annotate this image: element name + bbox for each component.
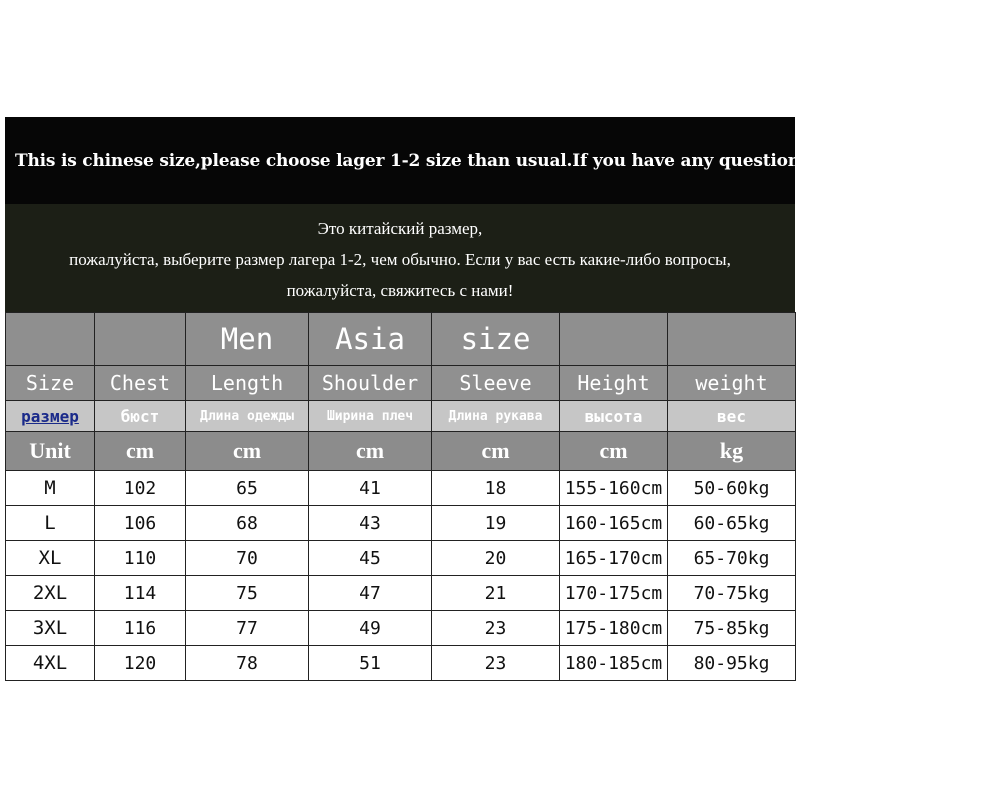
cell-size: 4XL [6,646,95,681]
header-ru-height: высота [560,401,668,432]
cell-chest: 110 [95,541,186,576]
cell-weight: 80-95kg [668,646,796,681]
table-row [6,611,796,646]
cell-height: 160-165cm [560,506,668,541]
cell-weight: 70-75kg [668,576,796,611]
cell-sleeve: 21 [432,576,560,611]
title-word-men: Men [186,313,309,366]
cell-chest: 116 [95,611,186,646]
table-title-row [6,313,796,366]
header-ru-size-text: размер [21,406,79,426]
header-ru-weight: вес [668,401,796,432]
russian-notice-line-3: пожалуйста, свяжитесь с нами! [286,281,514,300]
table-row [6,646,796,681]
title-word-asia: Asia [309,313,432,366]
cell-chest: 114 [95,576,186,611]
cell-weight: 65-70kg [668,541,796,576]
header-size: Size [6,366,95,401]
header-row-russian [6,401,796,432]
cell-chest: 102 [95,471,186,506]
english-notice-text: This is chinese size,please choose lager 1-2 size than usual.If you have any questions,please contact us! [15,150,984,171]
header-ru-shoulder: Ширина плеч [309,401,432,432]
header-row-english [6,366,796,401]
cell-weight: 75-85kg [668,611,796,646]
cell-length: 65 [186,471,309,506]
russian-notice-line-1: Это китайский размер, [317,219,483,238]
cell-sleeve: 23 [432,646,560,681]
russian-notice-line-2: пожалуйста, выберите размер лагера 1-2, чем обычно. Если у вас есть какие-либо вопросы, [69,250,731,269]
cell-length: 77 [186,611,309,646]
cell-size: M [6,471,95,506]
cell-shoulder: 49 [309,611,432,646]
title-word-size: size [432,313,560,366]
unit-chest: cm [95,432,186,471]
cell-shoulder: 51 [309,646,432,681]
cell-height: 165-170cm [560,541,668,576]
cell-weight: 60-65kg [668,506,796,541]
header-ru-sleeve: Длина рукава [432,401,560,432]
table-row [6,506,796,541]
cell-height: 175-180cm [560,611,668,646]
title-cell-empty [560,313,668,366]
cell-sleeve: 19 [432,506,560,541]
table-row [6,576,796,611]
unit-sleeve: cm [432,432,560,471]
header-ru-length: Длина одежды [186,401,309,432]
header-length: Length [186,366,309,401]
cell-size: L [6,506,95,541]
cell-height: 180-185cm [560,646,668,681]
cell-size: XL [6,541,95,576]
cell-length: 70 [186,541,309,576]
title-cell-empty [6,313,95,366]
cell-length: 68 [186,506,309,541]
english-notice-banner [5,117,984,204]
cell-height: 170-175cm [560,576,668,611]
table-row [6,471,796,506]
unit-height: cm [560,432,668,471]
unit-shoulder: cm [309,432,432,471]
cell-sleeve: 23 [432,611,560,646]
unit-label: Unit [6,432,95,471]
header-shoulder: Shoulder [309,366,432,401]
title-cell-empty [668,313,796,366]
size-chart-table [5,312,796,681]
cell-shoulder: 45 [309,541,432,576]
unit-weight: kg [668,432,796,471]
cell-length: 78 [186,646,309,681]
header-weight: weight [668,366,796,401]
unit-length: cm [186,432,309,471]
table-row [6,541,796,576]
cell-weight: 50-60kg [668,471,796,506]
header-height: Height [560,366,668,401]
cell-sleeve: 18 [432,471,560,506]
cell-length: 75 [186,576,309,611]
cell-height: 155-160cm [560,471,668,506]
header-ru-chest: бюст [95,401,186,432]
cell-size: 3XL [6,611,95,646]
cell-shoulder: 47 [309,576,432,611]
title-cell-empty [95,313,186,366]
header-ru-size [6,401,95,432]
cell-size: 2XL [6,576,95,611]
cell-chest: 106 [95,506,186,541]
header-chest: Chest [95,366,186,401]
russian-notice-banner [5,204,795,312]
cell-shoulder: 41 [309,471,432,506]
cell-shoulder: 43 [309,506,432,541]
header-sleeve: Sleeve [432,366,560,401]
cell-sleeve: 20 [432,541,560,576]
unit-row [6,432,796,471]
cell-chest: 120 [95,646,186,681]
